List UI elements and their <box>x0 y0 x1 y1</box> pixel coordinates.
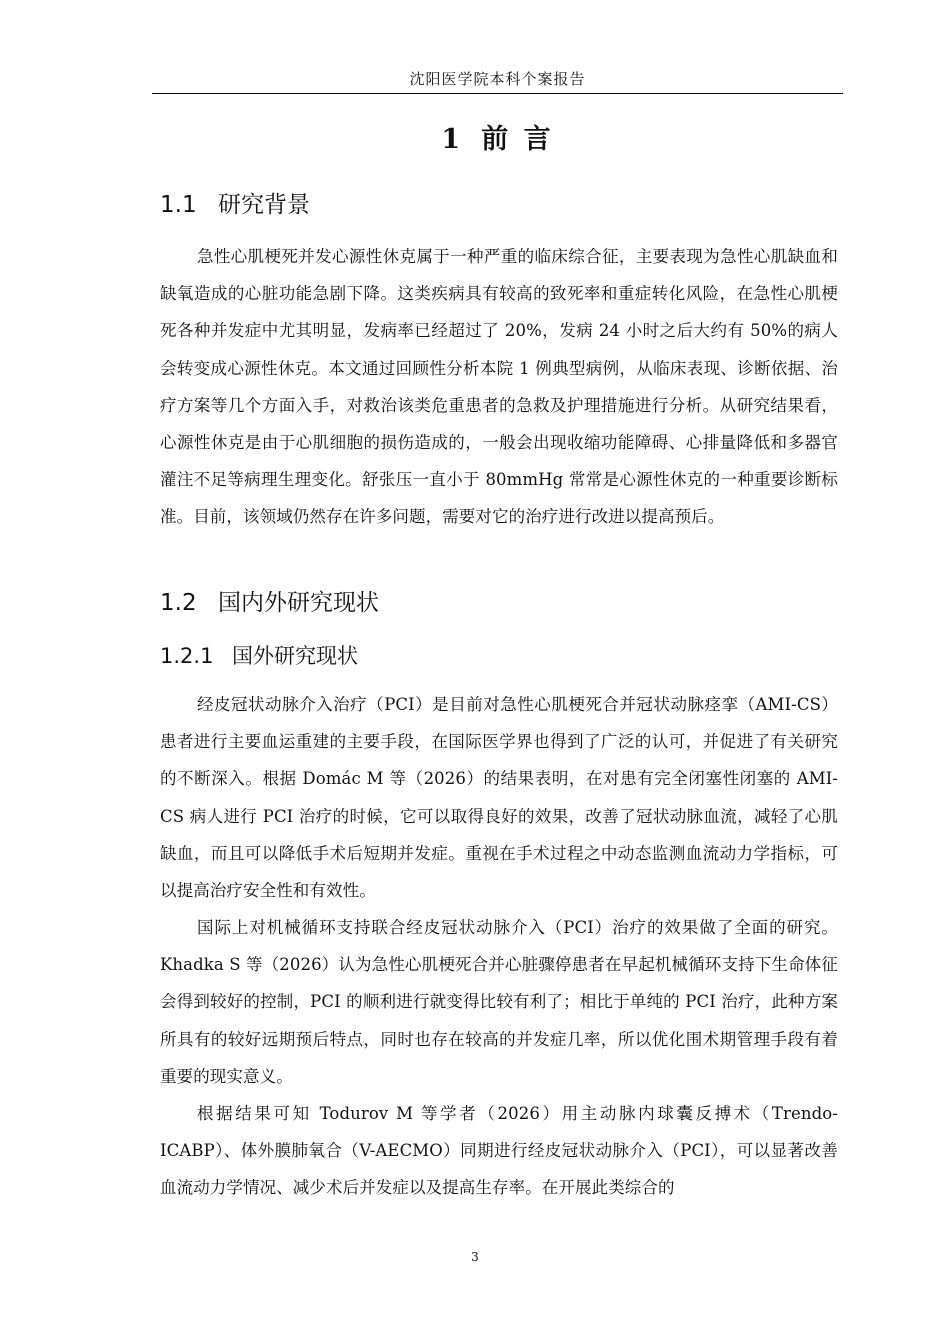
section-number: 1.2 <box>160 590 197 616</box>
section-heading-1-2 <box>160 586 379 620</box>
subsection-heading-1-2-1 <box>160 640 358 672</box>
paragraph-background: 急性心肌梗死并发心源性休克属于一种严重的临床综合征，主要表现为急性心肌缺血和缺氧造成的心脏功能急剧下降。这类疾病具有较高的致死率和重症转化风险，在急性心肌梗死各种并发症中尤其明显，发病率已经超过了 20%，发病 24 小时之后大约有 50%的病人会转变成心源性休克。本文通过回顾性分析本院 1 例典型病例，从临床表现、诊断依据、治疗方案等几个方面入手，对救治该类危重患者的急救及护理措施进行分析。从研究结果看，心源性休克是由于心肌细胞的损伤造成的，一般会出现收缩功能障碍、心排量降低和多器官灌注不足等病理生理变化。舒张压一直小于 80mmHg 常常是心源性休克的一种重要诊断标准。目前，该领域仍然存在许多问题，需要对它的治疗进行改进以提高预后。 <box>160 247 838 527</box>
section-heading-1-1 <box>160 188 310 222</box>
section-title: 国内外研究现状 <box>218 590 379 616</box>
section-number: 1.1 <box>160 192 197 218</box>
subsection-title: 国外研究现状 <box>232 644 358 668</box>
chapter-title <box>152 120 843 160</box>
paragraph-pci-overview: 经皮冠状动脉介入治疗（PCI）是目前对急性心肌梗死合并冠状动脉痉挛（AMI-CS）患者进行主要血运重建的主要手段，在国际医学界也得到了广泛的认可，并促进了有关研究的不断深入。根据 Domác M 等（2026）的结果表明，在对患有完全闭塞性闭塞的 AMI-CS 病人进行 PCI 治疗的时候，它可以取得良好的效果，改善了冠状动脉血流，减轻了心肌缺血，而且可以降低手术后短期并发症。重视在手术过程之中动态监测血流动力学指标，可以提高治疗安全性和有效性。 <box>160 695 838 901</box>
chapter-title-text: 前 言 <box>481 124 554 155</box>
page-number: 3 <box>471 1250 479 1264</box>
paragraph-mechanical-support: 国际上对机械循环支持联合经皮冠状动脉介入（PCI）治疗的效果做了全面的研究。Khadka S 等（2026）认为急性心肌梗死合并心脏骤停患者在早起机械循环支持下生命体征会得到较好的控制，PCI 的顺利进行就变得比较有利了；相比于单纯的 PCI 治疗，此种方案所具有的较好远期预后特点，同时也存在较高的并发症几率，所以优化围术期管理手段有着重要的现实意义。 <box>160 918 838 1086</box>
running-header: 沈阳医学院本科个案报告 <box>409 70 586 88</box>
paragraph-combined-therapy: 根据结果可知 Todurov M 等学者（2026）用主动脉内球囊反搏术（Trendo-ICABP）、体外膜肺氧合（V-AECMO）同期进行经皮冠状动脉介入（PCI），可以显著改善血流动力学情况、减少术后并发症以及提高生存率。在开展此类综合的 <box>160 1104 838 1198</box>
header-rule <box>152 93 843 94</box>
subsection-number: 1.2.1 <box>160 644 214 668</box>
section-title: 研究背景 <box>218 192 310 218</box>
chapter-number: 1 <box>441 124 464 155</box>
